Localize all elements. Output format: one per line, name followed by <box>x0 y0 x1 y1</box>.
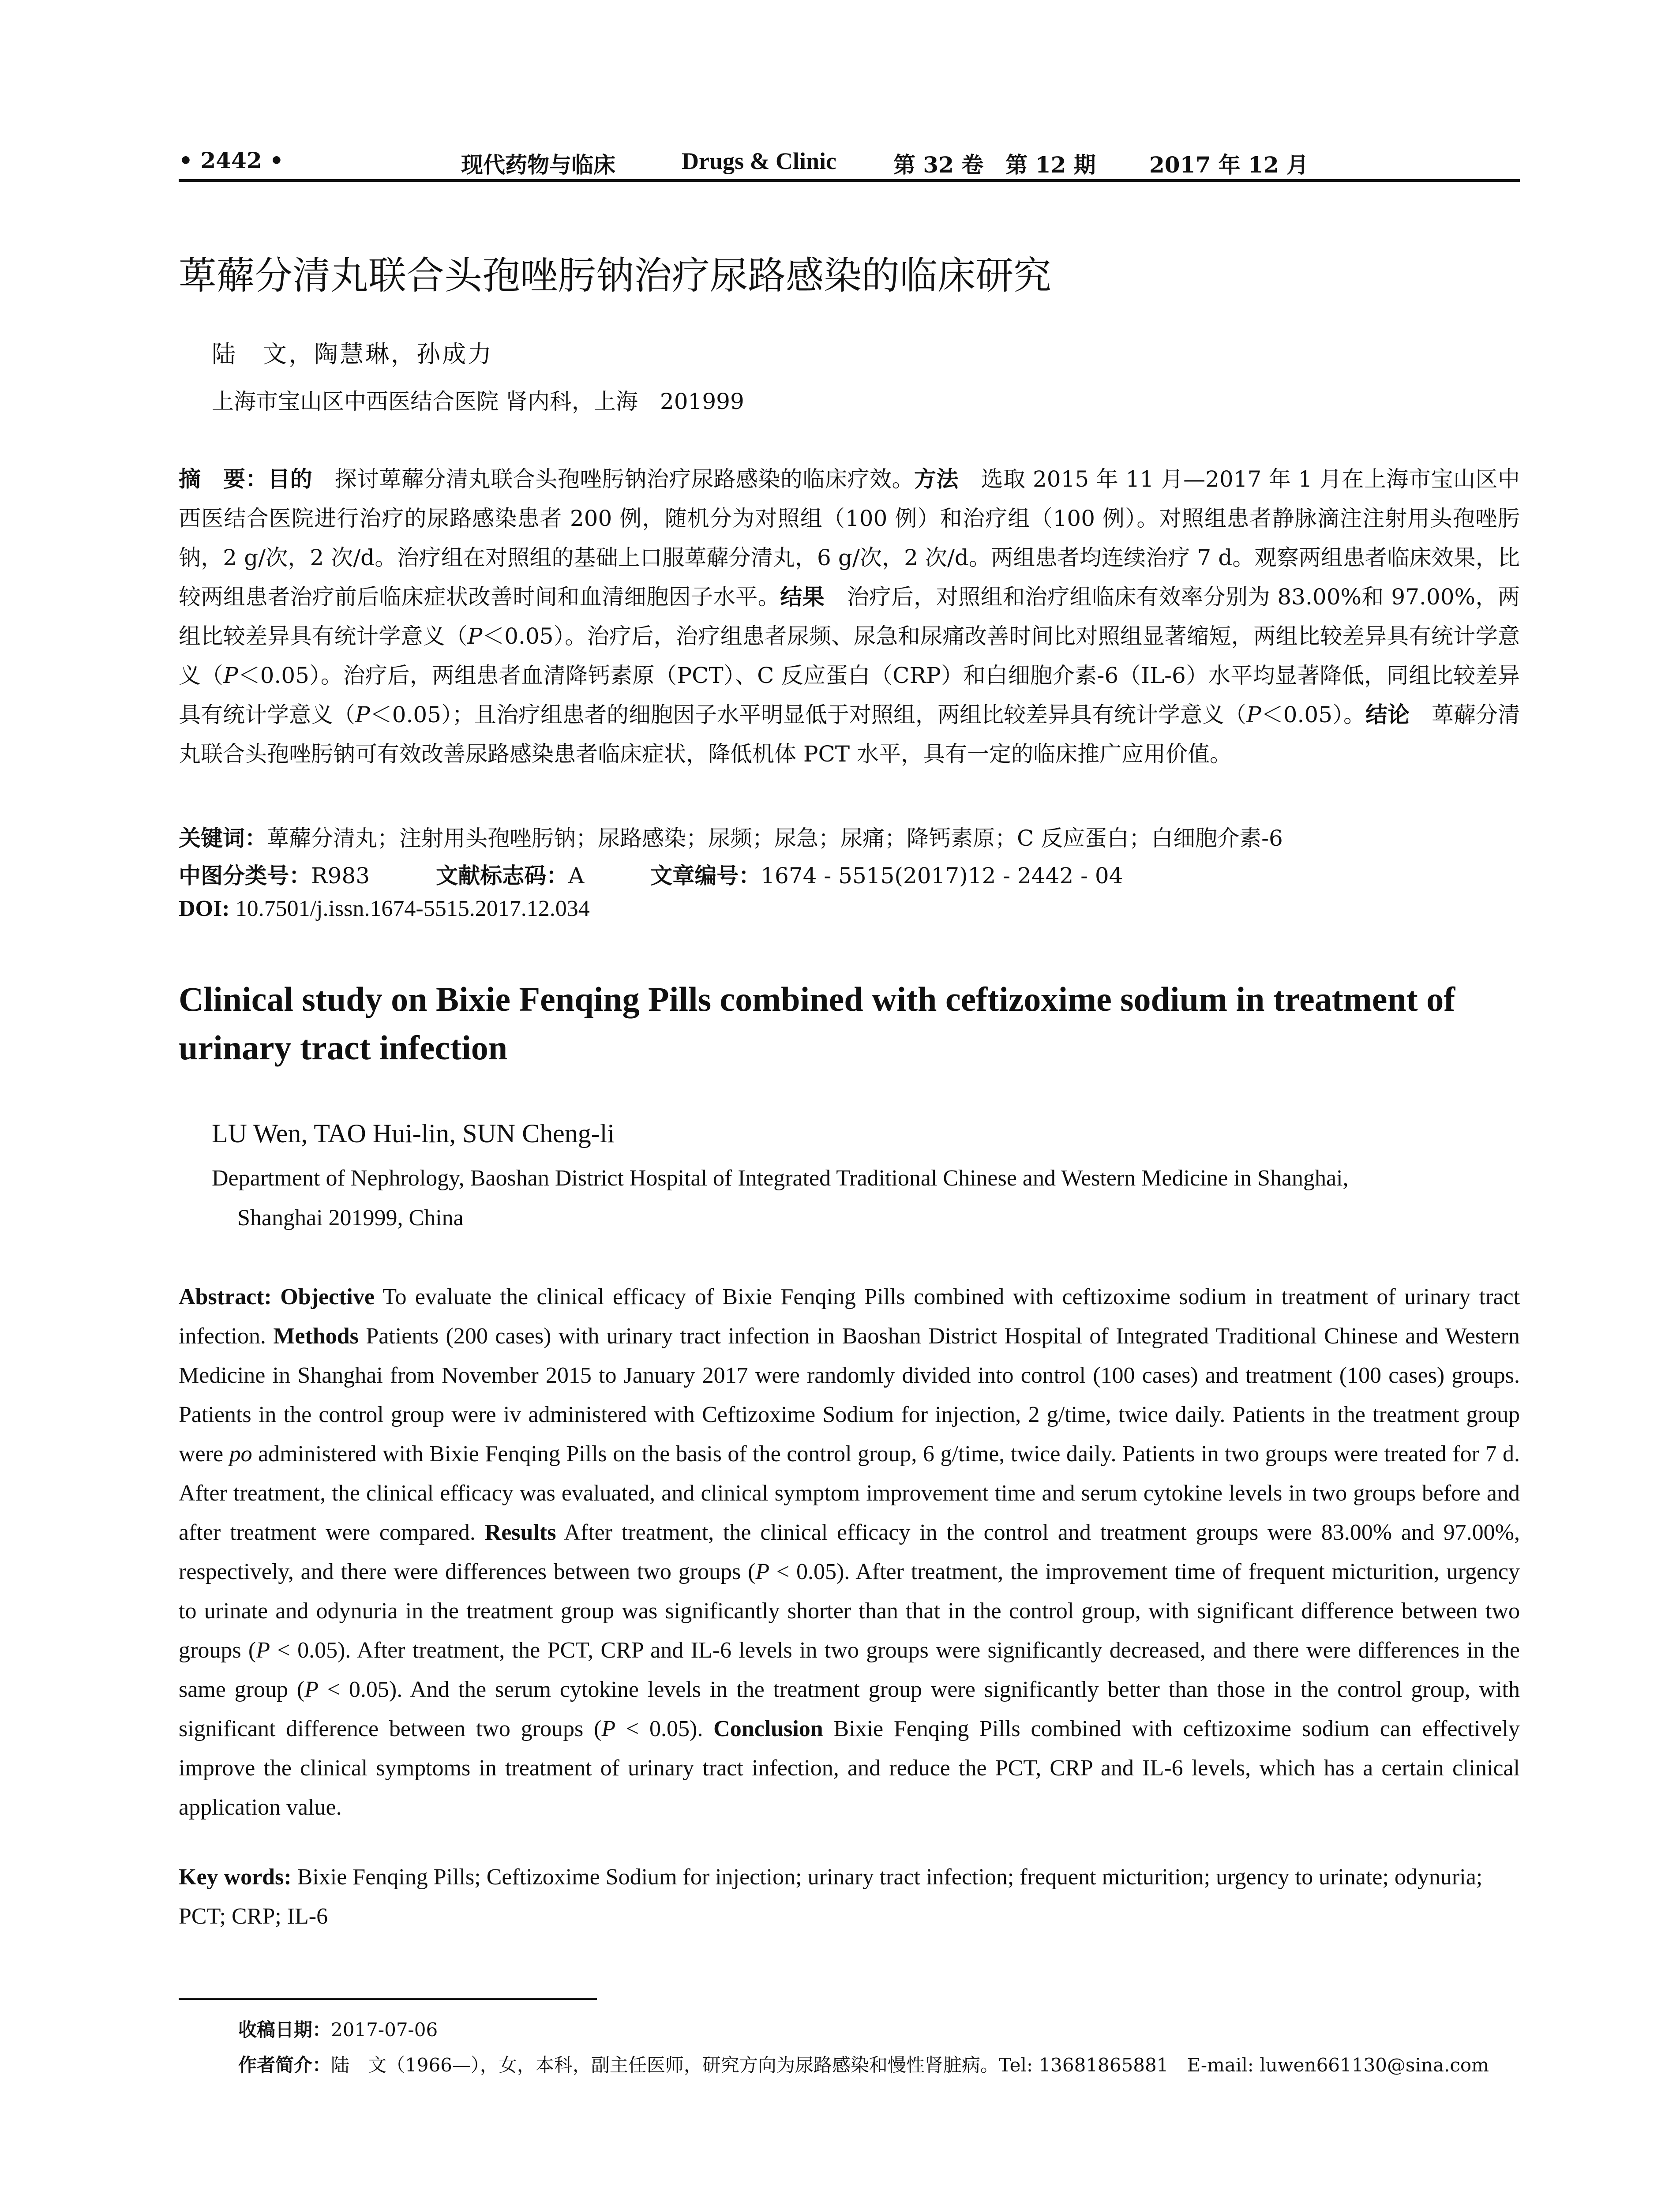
abstract-label: Abstract: <box>179 1284 272 1309</box>
results-label: Results <box>484 1520 556 1545</box>
keywords-text: Bixie Fenqing Pills; Ceftizoxime Sodium for injection; urinary tract infection; frequent micturition; urgency to urinate; odynuria; PCT; CRP; IL-6 <box>179 1865 1483 1929</box>
objective-text: 探讨萆薢分清丸联合头孢唑肟钠治疗尿路感染的临床疗效。 <box>312 466 914 492</box>
keywords-label: Key words: <box>179 1865 292 1890</box>
conclusion-label: 结论 <box>1365 702 1410 728</box>
running-header <box>179 145 1520 182</box>
class-value: R983 <box>311 863 370 889</box>
methods-label: 方法 <box>914 466 959 492</box>
chinese-affiliation: 上海市宝山区中西医结合医院 肾内科，上海 201999 <box>212 389 744 414</box>
issue-date: 2017 年 12 月 <box>1149 152 1309 178</box>
p-value-symbol: P <box>601 1716 616 1741</box>
conclusion-text: Bixie Fenqing Pills combined with ceftizoxime sodium can effectively improve the clinical symptoms in treatment of urinary tract infection, and reduce the PCT, CRP and IL-6 levels, which has a certain clinical application value. <box>179 1716 1520 1820</box>
keywords-text: 萆薢分清丸；注射用头孢唑肟钠；尿路感染；尿频；尿急；尿痛；降钙素原；C 反应蛋白；白细胞介素-6 <box>267 825 1283 851</box>
doi-link[interactable]: 10.7501/j.issn.1674-5515.2017.12.034 <box>229 896 590 921</box>
methods-text: Patients (200 cases) with urinary tract infection in Baoshan District Hospital of Integrated Traditional Chinese and Western Medicine in Shanghai from November 2015 to January 2017 were randomly divided into control (100 cases) and treatment (100 cases) groups. Patients in the control group were iv administered with Ceftizoxime Sodium for injection, 2 g/time, twice daily. Patients in the treatment group were <box>179 1324 1520 1467</box>
chinese-abstract <box>179 460 1520 774</box>
doc-code-label: 文献标志码： <box>436 863 569 889</box>
results-text: ＜0.05）。治疗后，治疗组患者尿频、尿急和尿痛改善时间比对照组显著缩短，两组比较差异具有统计学意义（ <box>179 623 1520 688</box>
p-value-symbol: P <box>256 1638 270 1663</box>
english-affiliation <box>212 1159 1518 1238</box>
article-no-label: 文章编号： <box>650 863 761 889</box>
p-value-symbol: P <box>223 663 238 688</box>
page-number: • 2442 • <box>179 147 284 173</box>
p-value-symbol: P <box>755 1559 770 1584</box>
received-value: 2017-07-06 <box>331 2019 438 2041</box>
author-value: 陆 文（1966—），女，本科，副主任医师，研究方向为尿路感染和慢性肾脏病。Tel: 13681865881 E-mail: luwen661130@sina.com <box>331 2054 1489 2076</box>
author-label: 作者简介： <box>238 2054 331 2076</box>
po-term: po <box>229 1441 252 1467</box>
conclusion-label: Conclusion <box>713 1716 823 1741</box>
p-value-symbol: P <box>1246 702 1261 728</box>
p-value-symbol: P <box>304 1677 319 1702</box>
abstract-label: 摘 要： <box>179 466 268 492</box>
keywords-label: 关键词： <box>179 825 267 851</box>
affiliation-line-1: Department of Nephrology, Baoshan District Hospital of Integrated Traditional Chinese and Western Medicine in Shanghai, <box>212 1166 1349 1191</box>
doc-code-value: A <box>568 863 585 889</box>
results-text: < 0.05). After treatment, the improvement time of frequent micturition, urgency to urinate and odynuria in the treatment group was significantly shorter than that in the control group, with significant difference between two groups ( <box>179 1559 1520 1663</box>
english-authors: LU Wen, TAO Hui-lin, SUN Cheng-li <box>212 1119 615 1148</box>
results-text: ＜0.05）。 <box>1261 702 1366 728</box>
chinese-authors: 陆 文，陶慧琳，孙成力 <box>212 340 493 368</box>
results-text: ＜0.05）。治疗后，两组患者血清降钙素原（PCT）、C 反应蛋白（CRP）和白细胞介素-6（IL-6）水平均显著降低，同组比较差异具有统计学意义（ <box>179 663 1520 728</box>
chinese-title: 萆薢分清丸联合头孢唑肟钠治疗尿路感染的临床研究 <box>179 254 1051 298</box>
methods-text: administered with Bixie Fenqing Pills on the basis of the control group, 6 g/time, twice daily. Patients in two groups were treated for 7 d. After treatment, the clinical efficacy was evaluated, and clinical symptom improvement time and serum cytokine levels in two groups before and after treatment were compared. <box>179 1441 1520 1545</box>
conclusion-text: 萆薢分清丸联合头孢唑肟钠可有效改善尿路感染患者临床症状，降低机体 PCT 水平，具有一定的临床推广应用价值。 <box>179 702 1520 767</box>
volume-issue: 第 32 卷 第 12 期 <box>893 152 1096 178</box>
journal-name-en: Drugs & Clinic <box>682 148 836 174</box>
results-label: 结果 <box>780 584 825 610</box>
doi-line <box>179 896 590 922</box>
results-text: 治疗后，对照组和治疗组临床有效率分别为 83.00%和 97.00%，两组比较差异具有统计学意义（ <box>179 584 1520 649</box>
p-value-symbol: P <box>355 702 370 728</box>
results-text: < 0.05). After treatment, the PCT, CRP and IL-6 levels in two groups were significantly decreased, and there were differences in the same group ( <box>179 1638 1520 1702</box>
objective-label: 目的 <box>268 466 313 492</box>
methods-label: Methods <box>273 1324 359 1349</box>
class-label: 中图分类号： <box>179 863 311 889</box>
results-text: < 0.05). <box>615 1716 714 1741</box>
classification-line <box>179 858 1520 890</box>
methods-text: 选取 2015 年 11 月—2017 年 1 月在上海市宝山区中西医结合医院进行治疗的尿路感染患者 200 例，随机分为对照组（100 例）和治疗组（100 例）。对照组患者静脉滴注注射用头孢唑肟钠，2 g/次，2 次/d。治疗组在对照组的基础上口服萆薢分清丸，6 g/次，2 次/d。两组患者均连续治疗 7 d。观察两组患者临床效果，比较两组患者治疗前后临床症状改善时间和血清细胞因子水平。 <box>179 466 1520 610</box>
results-text: ＜0.05）；且治疗组患者的细胞因子水平明显低于对照组，两组比较差异具有统计学意义（ <box>370 702 1247 728</box>
objective-label: Objective <box>271 1284 375 1309</box>
received-label: 收稿日期： <box>238 2019 331 2041</box>
english-abstract <box>179 1277 1520 1827</box>
p-value-symbol: P <box>467 623 483 649</box>
journal-name-cn: 现代药物与临床 <box>461 152 615 178</box>
footnote-divider <box>179 1998 597 2000</box>
results-text: After treatment, the clinical efficacy in the control and treatment groups were 83.00% and 97.00%, respectively, and there were differences between two groups ( <box>179 1520 1520 1584</box>
doi-label: DOI: <box>179 896 230 921</box>
author-bio-footnote <box>238 2051 1489 2077</box>
article-no-value: 1674 - 5515(2017)12 - 2442 - 04 <box>761 863 1123 889</box>
english-keywords <box>179 1857 1520 1936</box>
results-text: < 0.05). And the serum cytokine levels in the treatment group were significantly better than those in the control group, with significant difference between two groups ( <box>179 1677 1520 1741</box>
affiliation-line-2: Shanghai 201999, China <box>237 1205 464 1231</box>
chinese-keywords <box>179 821 1520 852</box>
english-title: Clinical study on Bixie Fenqing Pills combined with ceftizoxime sodium in treatment of urinary tract infection <box>179 980 1455 1067</box>
objective-text: To evaluate the clinical efficacy of Bixie Fenqing Pills combined with ceftizoxime sodium in treatment of urinary tract infection. <box>179 1284 1520 1349</box>
received-date-footnote <box>238 2015 438 2042</box>
